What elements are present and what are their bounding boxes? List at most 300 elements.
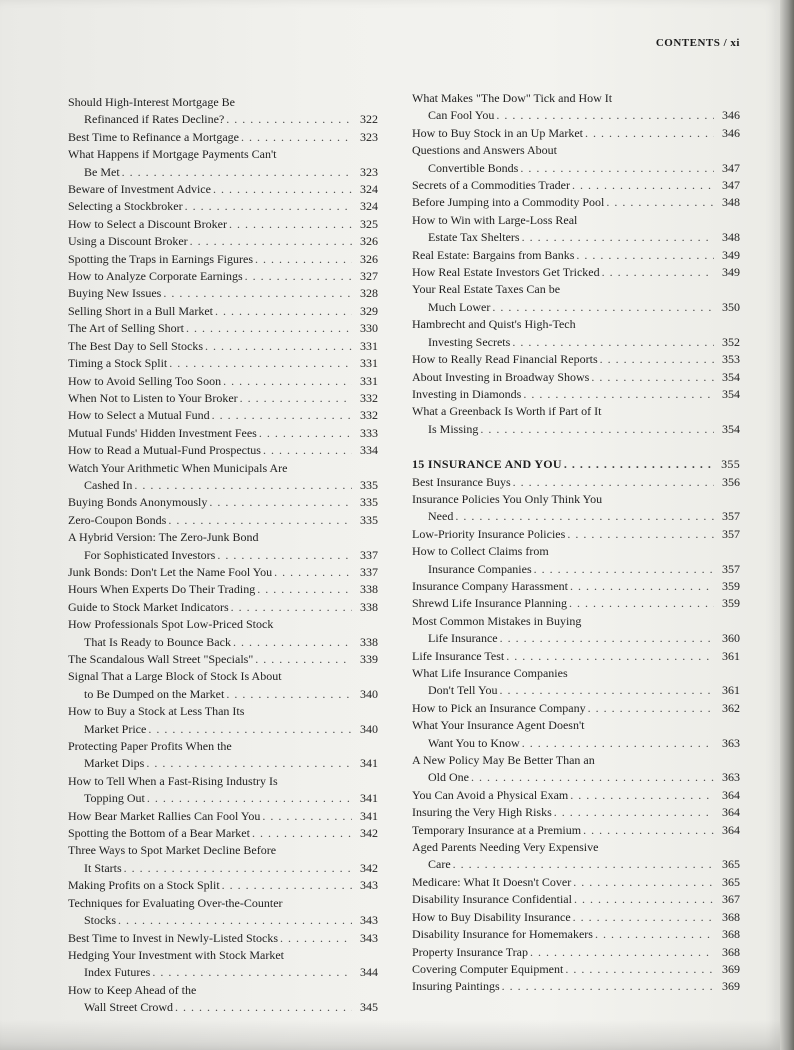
dot-leader — [602, 264, 714, 281]
toc-entry-title: Insuring the Very High Risks — [412, 805, 552, 820]
toc-entry-last-line — [68, 129, 378, 146]
toc-page-number: 346 — [722, 125, 740, 140]
toc-entry-title: Secrets of a Commodities Trader — [412, 178, 570, 193]
toc-section-heading — [412, 456, 740, 473]
toc-page-number: 341 — [360, 808, 378, 823]
toc-entry-title: Need — [428, 509, 454, 524]
dot-leader — [530, 944, 714, 961]
toc-entry-title: How to Avoid Selling Too Soon — [68, 373, 222, 388]
page-bottom-shadow — [0, 1020, 780, 1050]
toc-entry — [68, 947, 378, 982]
toc-entry-title: How to Buy Stock in an Up Market — [412, 125, 583, 140]
toc-entry-title: When Not to Listen to Your Broker — [68, 390, 238, 405]
toc-entry-last-line — [68, 651, 378, 668]
toc-entry-title-line: What Happens if Mortgage Payments Can't — [68, 147, 277, 162]
toc-entry-last-line — [68, 581, 378, 598]
toc-entry — [68, 877, 378, 894]
dot-leader — [190, 233, 352, 250]
dot-leader — [512, 334, 714, 351]
toc-entry-last-line — [412, 107, 740, 124]
toc-entry-title: Convertible Bonds — [428, 160, 519, 175]
toc-entry-title: Insuring Paintings — [412, 979, 500, 994]
toc-entry — [412, 491, 740, 526]
toc-page-number: 363 — [722, 735, 740, 750]
dot-leader — [213, 181, 352, 198]
toc-page-number: 364 — [722, 787, 740, 802]
toc-page-number: 369 — [722, 961, 740, 976]
toc-entry-title: Can Fool You — [428, 108, 495, 123]
toc-entry-last-line — [412, 978, 740, 995]
toc-entry-last-line — [412, 874, 740, 891]
toc-entry — [68, 703, 378, 738]
toc-entry-last-line — [68, 877, 378, 894]
toc-entry — [68, 268, 378, 285]
toc-entry-title-line: Most Common Mistakes in Buying — [412, 613, 582, 628]
dot-leader — [453, 856, 714, 873]
toc-page-number: 322 — [360, 112, 378, 127]
toc-entry-title-line: Should High-Interest Mortgage Be — [68, 95, 235, 109]
toc-page-number: 344 — [360, 965, 378, 980]
toc-entry-last-line — [412, 804, 740, 821]
toc-entry — [68, 773, 378, 808]
toc-entry — [68, 599, 378, 616]
toc-entry — [68, 460, 378, 495]
toc-page-number: 342 — [360, 826, 378, 841]
dot-leader — [573, 909, 714, 926]
toc-entry-last-line — [68, 634, 378, 651]
toc-entry-last-line — [68, 303, 378, 320]
toc-page-number: 367 — [722, 892, 740, 907]
toc-page-number: 330 — [360, 321, 378, 336]
dot-leader — [496, 107, 714, 124]
dot-leader — [554, 804, 714, 821]
toc-entry-title-line: What Life Insurance Companies — [412, 666, 568, 680]
dot-leader — [502, 978, 714, 995]
dot-leader — [231, 599, 352, 616]
toc-page-number: 361 — [722, 683, 740, 698]
toc-entry-title: How to Select a Mutual Fund — [68, 408, 210, 423]
toc-entry-last-line — [68, 512, 378, 529]
toc-entry-last-line — [412, 299, 740, 316]
toc-page-number: 323 — [360, 129, 378, 144]
dot-leader — [576, 247, 714, 264]
toc-entry — [68, 338, 378, 355]
toc-entry-title: Investing Secrets — [428, 334, 511, 349]
toc-entry-last-line — [68, 251, 378, 268]
toc-entry — [68, 842, 378, 877]
toc-entry-title: How to Analyze Corporate Earnings — [68, 269, 243, 284]
toc-entry — [412, 944, 740, 961]
toc-entry-last-line — [412, 386, 740, 403]
dot-leader — [567, 526, 714, 543]
toc-page-number: 354 — [722, 421, 740, 436]
toc-page-number: 335 — [360, 495, 378, 510]
toc-entry — [68, 616, 378, 651]
toc-entry — [68, 651, 378, 668]
toc-page-number: 334 — [360, 443, 378, 458]
toc-entry — [412, 874, 740, 891]
toc-entry-title-line: How to Buy a Stock at Less Than Its — [68, 704, 245, 719]
toc-entry — [68, 581, 378, 598]
toc-entry-title: Buying New Issues — [68, 286, 162, 301]
toc-entry-title-line: What Makes "The Dow" Tick and How It — [412, 91, 613, 105]
toc-entry-last-line — [68, 755, 378, 772]
dot-leader — [570, 787, 714, 804]
toc-entry-title: Real Estate: Bargains from Banks — [412, 247, 575, 262]
toc-entry-last-line — [68, 912, 378, 929]
toc-entry — [412, 543, 740, 578]
toc-entry-title: Is Missing — [428, 421, 479, 436]
toc-page-number: 343 — [360, 878, 378, 893]
toc-entry-title: How to Really Read Financial Reports — [412, 352, 598, 367]
toc-entry-title: How to Pick an Insurance Company — [412, 700, 586, 715]
toc-page-number: 359 — [722, 596, 740, 611]
toc-entry-last-line — [68, 808, 378, 825]
toc-entry-last-line — [68, 547, 378, 564]
toc-page-number: 352 — [722, 334, 740, 349]
dot-leader — [240, 390, 352, 407]
toc-entry-last-line — [412, 351, 740, 368]
toc-page-number: 353 — [722, 352, 740, 367]
dot-leader — [565, 961, 714, 978]
toc-entry-title-line: Protecting Paper Profits When the — [68, 739, 232, 754]
toc-entry — [68, 442, 378, 459]
toc-entry-last-line — [68, 494, 378, 511]
toc-page-number: 331 — [360, 373, 378, 388]
toc-page-number: 337 — [360, 564, 378, 579]
toc-entry — [68, 251, 378, 268]
toc-page-number: 365 — [722, 874, 740, 889]
toc-entry-title: Junk Bonds: Don't Let the Name Fool You — [68, 564, 273, 579]
toc-entry-title-line: Your Real Estate Taxes Can be — [412, 282, 561, 297]
toc-entry — [412, 752, 740, 787]
toc-page-number: 339 — [360, 652, 378, 666]
dot-leader — [163, 285, 352, 302]
toc-entry-title-line: How to Collect Claims from — [412, 544, 549, 559]
toc-entry-last-line — [68, 216, 378, 233]
toc-entry-last-line — [68, 233, 378, 250]
toc-entry — [68, 529, 378, 564]
toc-entry-title: For Sophisticated Investors — [84, 547, 216, 562]
toc-entry-title: Timing a Stock Split — [68, 356, 168, 371]
toc-entry-title: How to Read a Mutual-Fund Prospectus — [68, 443, 261, 458]
toc-page-number: 338 — [360, 634, 378, 649]
toc-page-number: 368 — [722, 909, 740, 924]
toc-entry — [412, 578, 740, 595]
toc-entry — [68, 494, 378, 511]
toc-page-number: 360 — [722, 631, 740, 646]
toc-entry-last-line — [412, 456, 740, 473]
toc-entry-last-line — [68, 790, 378, 807]
toc-entry — [68, 425, 378, 442]
toc-page-number: 361 — [722, 648, 740, 663]
dot-leader — [209, 494, 352, 511]
toc-entry-last-line — [412, 961, 740, 978]
toc-entry-title: Zero-Coupon Bonds — [68, 512, 167, 527]
toc-entry — [68, 982, 378, 1017]
toc-entry-last-line — [412, 682, 740, 699]
toc-entry-title: Shrewd Life Insurance Planning — [412, 596, 567, 611]
toc-entry-last-line — [68, 860, 378, 877]
toc-entry-title-line: Hambrecht and Quist's High-Tech — [412, 317, 576, 332]
toc-entry-title: Temporary Insurance at a Premium — [412, 822, 582, 837]
toc-entry — [68, 825, 378, 842]
dot-leader — [480, 421, 714, 438]
dot-leader — [570, 578, 714, 595]
toc-entry — [68, 129, 378, 146]
toc-left-column — [68, 94, 378, 1017]
toc-entry-title-line: What a Greenback Is Worth if Part of It — [412, 404, 602, 419]
toc-entry-last-line — [412, 891, 740, 908]
toc-entry-last-line — [68, 164, 378, 181]
dot-leader — [255, 651, 352, 668]
toc-page-number: 348 — [722, 230, 740, 245]
toc-entry-last-line — [68, 964, 378, 981]
toc-page-number: 347 — [722, 178, 740, 193]
toc-page-number: 332 — [360, 390, 378, 405]
toc-entry-title: to Be Dumped on the Market — [84, 686, 225, 701]
toc-entry-last-line — [68, 999, 378, 1016]
toc-entry-title-line: What Your Insurance Agent Doesn't — [412, 718, 585, 733]
toc-entry-title: Best Time to Refinance a Mortgage — [68, 129, 239, 144]
toc-entry-title: Beware of Investment Advice — [68, 182, 211, 197]
toc-entry — [412, 403, 740, 438]
toc-entry-last-line — [68, 111, 378, 128]
toc-page-number: 349 — [722, 265, 740, 280]
toc-page-number: 357 — [722, 509, 740, 524]
toc-entry-title: Disability Insurance for Homemakers — [412, 927, 593, 942]
dot-leader — [522, 229, 714, 246]
toc-page-number: 338 — [360, 582, 378, 597]
toc-page-number: 327 — [360, 269, 378, 284]
toc-page-number: 357 — [722, 561, 740, 576]
dot-leader — [591, 369, 714, 386]
toc-entry — [68, 198, 378, 215]
toc-entry-last-line — [412, 229, 740, 246]
toc-entry-last-line — [68, 373, 378, 390]
toc-entry-last-line — [412, 944, 740, 961]
toc-entry — [412, 351, 740, 368]
toc-entry — [68, 390, 378, 407]
dot-leader — [217, 547, 352, 564]
dot-leader — [222, 877, 352, 894]
toc-entry-title: Selling Short in a Bull Market — [68, 303, 213, 318]
toc-entry-title-line: A New Policy May Be Better Than an — [412, 753, 595, 768]
toc-entry — [68, 895, 378, 930]
toc-entry-title: How Bear Market Rallies Can Fool You — [68, 808, 261, 823]
toc-entry-title: Wall Street Crowd — [84, 1000, 174, 1015]
toc-entry — [68, 303, 378, 320]
toc-entry-last-line — [68, 825, 378, 842]
toc-page-number: 343 — [360, 930, 378, 945]
toc-page-number: 323 — [360, 164, 378, 179]
dot-leader — [585, 125, 714, 142]
toc-entry-last-line — [412, 735, 740, 752]
toc-entry-title: Spotting the Bottom of a Bear Market — [68, 826, 250, 841]
toc-entry-title: Market Price — [84, 721, 147, 736]
toc-entry-title-line: How Professionals Spot Low-Priced Stock — [68, 617, 274, 632]
toc-entry — [412, 926, 740, 943]
toc-entry-last-line — [68, 268, 378, 285]
dot-leader — [252, 825, 352, 842]
toc-entry-title-line: Signal That a Large Block of Stock Is About — [68, 669, 282, 684]
toc-entry-last-line — [412, 125, 740, 142]
toc-page-number: 363 — [722, 770, 740, 785]
dot-leader — [168, 512, 352, 529]
dot-leader — [455, 508, 714, 525]
dot-leader — [595, 926, 714, 943]
toc-entry-title-line: Hedging Your Investment with Stock Market — [68, 947, 284, 962]
dot-leader — [255, 251, 352, 268]
toc-page-number: 355 — [721, 457, 740, 472]
toc-page-number: 357 — [722, 526, 740, 541]
toc-entry-title: Insurance Company Harassment — [412, 578, 568, 593]
toc-page-number: 326 — [360, 251, 378, 266]
dot-leader — [492, 299, 714, 316]
toc-entry-title: Using a Discount Broker — [68, 234, 188, 249]
toc-entry — [412, 665, 740, 700]
dot-leader — [122, 164, 352, 181]
toc-entry — [412, 909, 740, 926]
toc-page-number: 354 — [722, 386, 740, 401]
page-edge — [780, 0, 794, 1050]
toc-entry-last-line — [412, 561, 740, 578]
toc-entry-title: Low-Priority Insurance Policies — [412, 526, 566, 541]
dot-leader — [513, 474, 714, 491]
toc-entry-title: Stocks — [84, 913, 117, 928]
toc-entry-title: Property Insurance Trap — [412, 944, 528, 959]
toc-entry-last-line — [68, 390, 378, 407]
toc-page-number: 332 — [360, 408, 378, 423]
toc-entry-title: Life Insurance Test — [412, 648, 505, 663]
dot-leader — [534, 561, 714, 578]
dot-leader — [499, 682, 714, 699]
toc-entry-title: Insurance Companies — [428, 561, 532, 576]
toc-page-number: 341 — [360, 756, 378, 771]
toc-entry-last-line — [412, 160, 740, 177]
toc-entry-last-line — [68, 338, 378, 355]
toc-page-number: 341 — [360, 791, 378, 806]
toc-page-number: 325 — [360, 216, 378, 231]
toc-entry-title: How Real Estate Investors Get Tricked — [412, 265, 600, 280]
toc-entry-last-line — [412, 909, 740, 926]
toc-entry — [412, 247, 740, 264]
toc-entry-last-line — [412, 630, 740, 647]
toc-page-number: 365 — [722, 857, 740, 872]
toc-entry-title: Old One — [428, 770, 469, 785]
dot-leader — [215, 303, 352, 320]
toc-entry-title-line: Techniques for Evaluating Over-the-Counter — [68, 895, 283, 910]
toc-entry-title-line: How to Win with Large-Loss Real — [412, 212, 578, 227]
toc-entry — [412, 281, 740, 316]
toc-entry — [68, 668, 378, 703]
dot-leader — [148, 721, 352, 738]
toc-entry — [412, 526, 740, 543]
dot-leader — [223, 373, 352, 390]
toc-entry-title: Investing in Diamonds — [412, 386, 522, 401]
toc-entry-title: Selecting a Stockbroker — [68, 199, 183, 214]
toc-entry-last-line — [68, 599, 378, 616]
toc-entry-title: How to Select a Discount Broker — [68, 216, 227, 231]
dot-leader — [506, 648, 714, 665]
toc-entry — [68, 930, 378, 947]
toc-entry-title: Topping Out — [84, 791, 145, 806]
dot-leader — [259, 425, 352, 442]
toc-entry — [68, 407, 378, 424]
toc-entry-last-line — [412, 177, 740, 194]
toc-entry-title: The Scandalous Wall Street "Specials" — [68, 652, 254, 666]
toc-entry-last-line — [412, 856, 740, 873]
toc-entry-last-line — [412, 421, 740, 438]
toc-entry — [412, 125, 740, 142]
toc-entry — [412, 316, 740, 351]
dot-leader — [257, 581, 352, 598]
toc-entry-last-line — [412, 595, 740, 612]
toc-page-number: 359 — [722, 578, 740, 593]
dot-leader — [523, 386, 714, 403]
toc-entry-last-line — [412, 700, 740, 717]
dot-leader — [583, 822, 714, 839]
toc-page-number: 340 — [360, 721, 378, 736]
dot-leader — [241, 129, 352, 146]
toc-entry-last-line — [68, 930, 378, 947]
toc-entry — [412, 595, 740, 612]
toc-page-number: 347 — [722, 160, 740, 175]
toc-page-number: 324 — [360, 199, 378, 214]
toc-entry-title-line: A Hybrid Version: The Zero-Junk Bond — [68, 530, 259, 545]
toc-entry — [68, 355, 378, 372]
toc-entry-title: Cashed In — [84, 477, 133, 492]
toc-entry-last-line — [412, 194, 740, 211]
toc-entry-title: Spotting the Traps in Earnings Figures — [68, 251, 254, 266]
running-head: CONTENTS / xi — [655, 37, 740, 49]
dot-leader — [569, 595, 714, 612]
toc-entry-title: Estate Tax Shelters — [428, 230, 520, 245]
dot-leader — [146, 755, 352, 772]
dot-leader — [229, 216, 352, 233]
dot-leader — [147, 790, 352, 807]
toc-entry — [68, 808, 378, 825]
toc-entry — [68, 285, 378, 302]
toc-page-number: 331 — [360, 338, 378, 353]
toc-page-number: 348 — [722, 195, 740, 210]
toc-entry — [412, 978, 740, 995]
toc-entry — [68, 512, 378, 529]
toc-entry-title-line: Questions and Answers About — [412, 143, 557, 158]
toc-entry — [412, 717, 740, 752]
toc-entry-last-line — [68, 355, 378, 372]
toc-entry-title-line: How to Keep Ahead of the — [68, 982, 197, 997]
dot-leader — [169, 355, 352, 372]
dot-leader — [124, 860, 352, 877]
toc-entry-title: Be Met — [84, 164, 120, 179]
toc-page-number: 364 — [722, 822, 740, 837]
toc-entry-title: 15 INSURANCE AND YOU — [412, 457, 562, 472]
dot-leader — [573, 874, 714, 891]
toc-entry-last-line — [412, 474, 740, 491]
toc-page-number: 338 — [360, 599, 378, 614]
toc-entry — [412, 264, 740, 281]
toc-entry — [412, 613, 740, 648]
toc-entry-title: Best Insurance Buys — [412, 474, 511, 489]
dot-leader — [152, 964, 352, 981]
toc-entry-last-line — [68, 198, 378, 215]
toc-entry-title: Want You to Know — [428, 735, 520, 750]
toc-entry — [68, 233, 378, 250]
toc-page-number: 324 — [360, 182, 378, 197]
toc-entry-title: How to Buy Disability Insurance — [412, 909, 571, 924]
toc-entry — [68, 738, 378, 773]
